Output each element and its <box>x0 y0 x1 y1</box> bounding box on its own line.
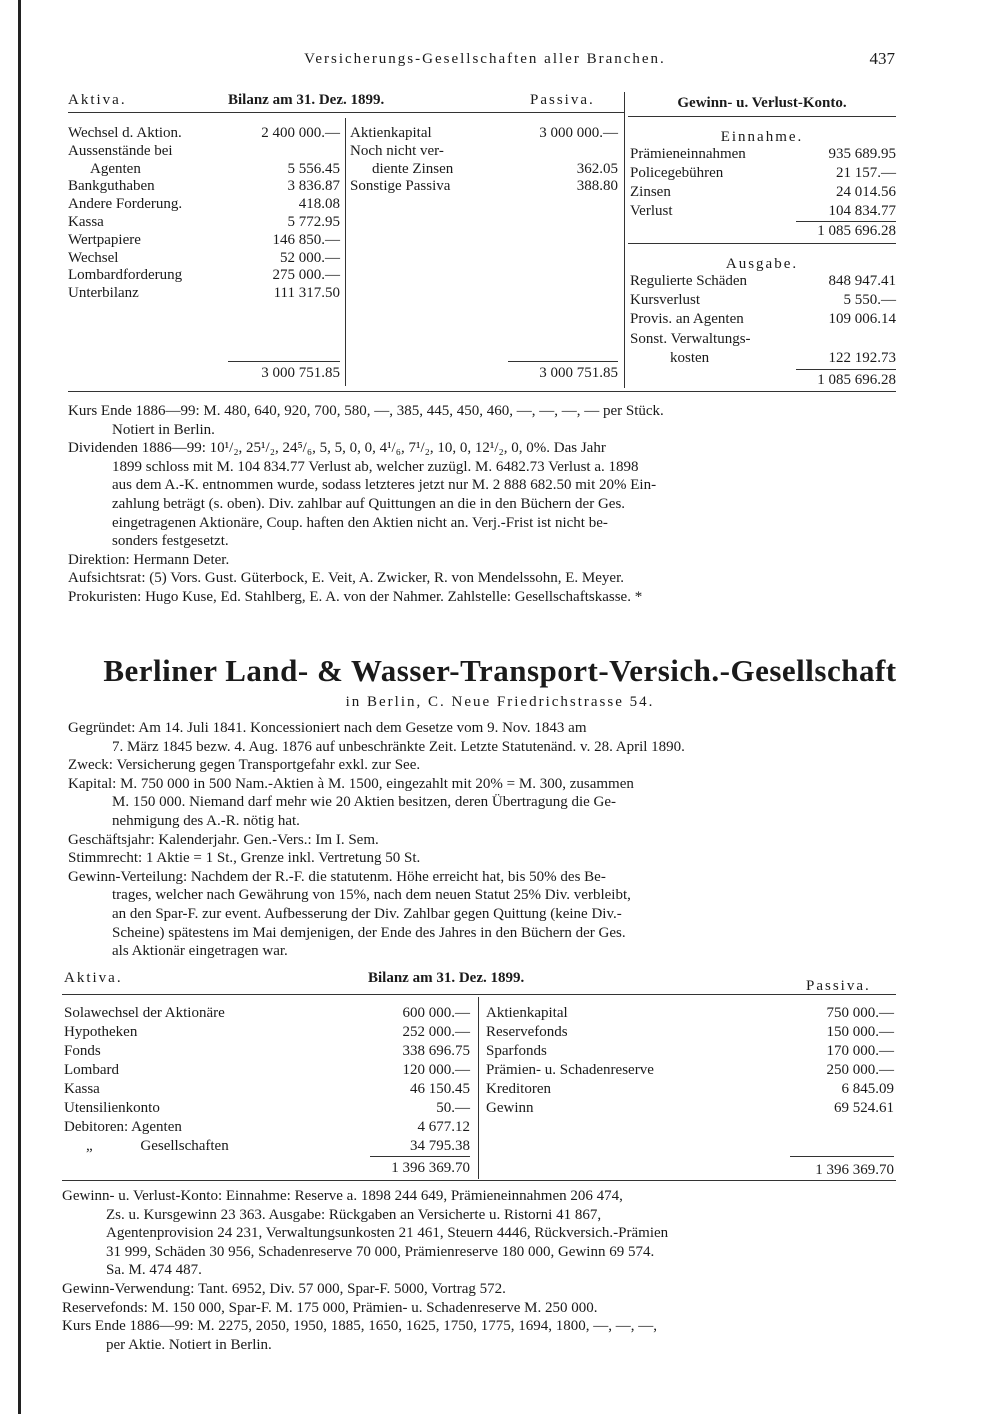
text-line: Gewinn-Verwendung: Tant. 6952, Div. 57 000, Spar-F. 5000, Vortrag 572. <box>62 1280 506 1297</box>
text-line: Agentenprovision 24 231, Verwaltungsunkosten 21 461, Steuern 4446, Rückversich.-Prämien <box>106 1225 669 1242</box>
text-line: an den Spar-F. zur event. Aufbesserung der Div. Zahlbar gegen Quittung (keine Div.- <box>112 905 622 922</box>
row-label: Utensilienkonto <box>64 1100 160 1116</box>
row-label: Wechsel d. Aktion. <box>68 125 182 141</box>
row-label: Aktienkapital <box>350 125 432 141</box>
c1-ausgabe-total: 1 085 696.28 <box>817 372 896 388</box>
row-label: Lombardforderung <box>68 267 183 284</box>
page-number: 437 <box>869 49 895 68</box>
row-value: 338 696.75 <box>402 1043 470 1059</box>
row-value: 146 850.— <box>272 231 340 248</box>
text-line: Gegründet: Am 14. Juli 1841. Koncessioniert nach dem Gesetze vom 9. Nov. 1843 am <box>68 720 587 736</box>
text-line: zahlung beträgt (s. oben). Div. zahlbar auf Quittungen an die in den Büchern der Ges. <box>112 495 626 512</box>
row-label: Wertpapiere <box>68 231 141 248</box>
row-label: Regulierte Schäden <box>630 273 748 289</box>
c2-passiva-total: 1 396 369.70 <box>815 1162 894 1178</box>
row-label: Gewinn <box>486 1100 534 1116</box>
row-label: Bankguthaben <box>68 178 155 195</box>
c2-footer <box>62 1187 896 1354</box>
text-line: nehmigung des A.-R. nötig hat. <box>112 812 300 829</box>
text-line: als Aktionär eingetragen war. <box>112 943 288 960</box>
row-label: Lombard <box>64 1062 119 1078</box>
c2-balance-rule-bottom <box>62 1180 896 1181</box>
row-value: 3 836.87 <box>287 178 340 195</box>
text-line: Reservefonds: M. 150 000, Spar-F. M. 175 000, Prämien- u. Schadenreserve M. 250 000. <box>62 1299 598 1316</box>
text-line: 1899 schloss mit M. 104 834.77 Verlust ab, welcher zuzügl. M. 6482.73 Verlust a. 1898 <box>112 458 639 475</box>
c1-einnahme-label: Einnahme. <box>720 129 804 145</box>
text-line: sonders festgesetzt. <box>112 533 229 550</box>
text-line: eingetragenen Aktionäre, Coup. haften den Aktien nicht an. Verj.-Frist ist nicht be- <box>112 514 608 531</box>
c1-notes <box>68 402 896 607</box>
text-line: M. 150 000. Niemand darf mehr wie 20 Aktien besitzen, deren Übertragung die Ge- <box>112 794 617 811</box>
row-value: 150 000.— <box>826 1024 894 1040</box>
row-value: 848 947.41 <box>828 273 896 289</box>
text-line: Notiert in Berlin. <box>112 421 215 438</box>
row-label: Prämien- u. Schadenreserve <box>486 1062 654 1078</box>
text-line: Aufsichtsrat: (5) Vors. Gust. Güterbock, E. Veit, A. Zwicker, R. von Mendelssohn, E. Meyer. <box>68 570 624 587</box>
c2-passiva-label: Passiva. <box>806 978 871 994</box>
text-line: Stimmrecht: 1 Aktie = 1 St., Grenze inkl. Vertretung 50 St. <box>68 850 421 867</box>
text-line: Zweck: Versicherung gegen Transportgefahr exkl. zur See. <box>68 757 421 774</box>
row-label: Fonds <box>64 1043 101 1059</box>
row-label: Noch nicht ver- <box>350 142 444 159</box>
text-line: Prokuristen: Hugo Kuse, Ed. Stahlberg, E. A. von der Nahmer. Zahlstelle: Gesellschaftskasse. * <box>68 588 643 605</box>
text-line: aus dem A.-K. entnommen wurde, sodass letzteres jetzt nur M. 2 888 682.50 mit 20% Ein- <box>112 477 657 494</box>
c2-aktiva-label: Aktiva. <box>64 970 123 986</box>
c1-passiva-total-rule <box>508 361 618 362</box>
row-value: 5 556.45 <box>287 160 340 177</box>
row-label: diente Zinsen <box>372 160 454 177</box>
c1-aktiva-total: 3 000 751.85 <box>261 365 340 381</box>
row-value: 5 772.95 <box>287 214 340 230</box>
row-value: 6 845.09 <box>841 1081 894 1097</box>
c1-ausgabe-label: Ausgabe. <box>725 256 799 272</box>
row-value: 5 550.— <box>843 292 896 309</box>
row-label: Solawechsel der Aktionäre <box>64 1005 225 1021</box>
row-label: Kursverlust <box>630 292 700 309</box>
row-value: 170 000.— <box>826 1043 894 1059</box>
row-value: 2 400 000.— <box>261 125 340 141</box>
row-label: Unterbilanz <box>68 285 139 302</box>
text-line: Scheine) spätestens im Mai demjenigen, der Ende des Jahres in den Büchern der Ges. <box>112 924 626 941</box>
c1-passiva-label: Passiva. <box>530 92 595 108</box>
row-label: Aussenstände bei <box>68 142 173 159</box>
text-line: Zs. u. Kursgewinn 23 363. Ausgabe: Rückgaben an Versicherte u. Ristorni 41 867, <box>106 1206 602 1223</box>
text-line: Dividenden 1886—99: 10¹/₂, 25¹/₂, 24⁵/₆, 5, 5, 0, 0, 4¹/₆, 7¹/₂, 10, 0, 12¹/₂, 0, 0%. Das Jahr <box>68 440 606 457</box>
text-line: Gewinn- u. Verlust-Konto: Einnahme: Reserve a. 1898 244 649, Prämieneinnahmen 206 474, <box>62 1188 623 1204</box>
row-value: 104 834.77 <box>828 203 896 219</box>
c1-gv-mid-rule <box>628 243 896 244</box>
text-line: 7. März 1845 bezw. 4. Aug. 1876 auf unbeschränkte Zeit. Letzte Statutenänd. v. 28. April 1890. <box>112 738 685 755</box>
row-value: 120 000.— <box>402 1062 470 1078</box>
row-label: Wechsel <box>68 249 119 266</box>
running-title: Versicherungs-Gesellschaften aller Branchen. <box>304 51 666 67</box>
c2-company-title: Berliner Land- & Wasser-Transport-Versich.-Gesellschaft <box>103 653 897 688</box>
row-value: 109 006.14 <box>828 311 896 328</box>
c2-address: in Berlin, C. Neue Friedrichstrasse 54. <box>345 694 655 710</box>
row-label: Sparfonds <box>486 1043 547 1059</box>
c1-balance-rule-top <box>68 112 624 113</box>
row-label: Agenten <box>90 160 141 177</box>
row-value: 418.08 <box>298 196 340 213</box>
row-value: 362.05 <box>576 160 618 177</box>
text-line: Kurs Ende 1886—99: M. 2275, 2050, 1950, 1885, 1650, 1625, 1750, 1775, 1694, 1800, —, —, —, <box>62 1318 657 1335</box>
text-line: Geschäftsjahr: Kalenderjahr. Gen.-Vers.: Im I. Sem. <box>68 831 379 848</box>
c1-gv-rule-top <box>628 116 896 117</box>
row-label: kosten <box>670 349 710 366</box>
text-line: Kurs Ende 1886—99: M. 480, 640, 920, 700, 580, —, 385, 445, 450, 460, —, —, —, — per Stück. <box>68 403 664 419</box>
row-label: Verlust <box>630 203 673 219</box>
row-value: 275 000.— <box>272 267 340 284</box>
c1-aktiva-total-rule <box>228 361 340 362</box>
row-value: 46 150.45 <box>410 1081 470 1097</box>
c1-balance-divider <box>345 118 346 386</box>
c2-aktiva-total-rule <box>370 1156 470 1157</box>
row-label: „ Gesellschaften <box>86 1138 229 1154</box>
row-value: 750 000.— <box>826 1005 894 1021</box>
row-label: Kassa <box>64 1081 100 1097</box>
c1-gv-title: Gewinn- u. Verlust-Konto. <box>677 95 847 111</box>
row-value: 600 000.— <box>402 1005 470 1021</box>
row-value: 250 000.— <box>826 1062 894 1078</box>
row-label: Sonst. Verwaltungs- <box>630 330 751 347</box>
row-value: 24 014.56 <box>836 184 896 200</box>
c1-aktiva-label: Aktiva. <box>68 92 127 108</box>
row-value: 122 192.73 <box>828 349 896 366</box>
text-line: Direktion: Hermann Deter. <box>68 551 230 568</box>
row-value: 50.— <box>436 1100 470 1116</box>
c1-einnahme-total: 1 085 696.28 <box>817 223 896 239</box>
c2-balance-rule-top <box>62 994 896 995</box>
text-line: per Aktie. Notiert in Berlin. <box>106 1336 272 1353</box>
row-value: 252 000.— <box>402 1024 470 1040</box>
row-label: Reservefonds <box>486 1024 568 1040</box>
c2-info <box>68 719 896 961</box>
row-value: 4 677.12 <box>417 1119 470 1135</box>
c1-table-bottom-rule <box>68 391 896 392</box>
row-value: 52 000.— <box>280 249 340 266</box>
row-label: Prämieneinnahmen <box>630 146 746 162</box>
c2-balance-divider <box>478 997 479 1179</box>
c1-gv-divider <box>624 92 625 388</box>
c2-passiva-total-rule <box>790 1156 894 1157</box>
text-line: Kapital: M. 750 000 in 500 Nam.-Aktien à M. 1500, eingezahlt mit 20% = M. 300, zusammen <box>68 775 634 792</box>
text-line: Sa. M. 474 487. <box>106 1262 202 1279</box>
c2-aktiva-total: 1 396 369.70 <box>391 1160 470 1176</box>
row-label: Zinsen <box>630 184 671 200</box>
row-value: 3 000 000.— <box>539 125 618 141</box>
row-label: Sonstige Passiva <box>350 178 451 195</box>
row-value: 69 524.61 <box>834 1100 894 1116</box>
row-value: 34 795.38 <box>410 1138 470 1154</box>
text-line: 31 999, Schäden 30 956, Schadenreserve 70 000, Prämienreserve 180 000, Gewinn 69 574. <box>106 1243 655 1260</box>
text-line: trages, welcher nach Gewährung von 15%, nach dem neuen Statut 25% Div. verbleibt, <box>112 887 631 904</box>
row-label: Hypotheken <box>64 1024 138 1040</box>
c2-balance-title: Bilanz am 31. Dez. 1899. <box>368 970 525 986</box>
row-value: 935 689.95 <box>828 146 896 162</box>
row-label: Kassa <box>68 214 104 230</box>
c1-balance-title: Bilanz am 31. Dez. 1899. <box>228 92 385 108</box>
row-label: Provis. an Agenten <box>630 311 744 328</box>
c1-passiva-total: 3 000 751.85 <box>539 365 618 381</box>
row-label: Policegebühren <box>630 165 724 181</box>
row-value: 111 317.50 <box>273 285 340 302</box>
text-line: Gewinn-Verteilung: Nachdem der R.-F. die statutenm. Höhe erreicht hat, bis 50% des Be- <box>68 868 606 885</box>
row-label: Andere Forderung. <box>68 196 183 213</box>
row-label: Kreditoren <box>486 1081 551 1097</box>
row-value: 21 157.— <box>836 165 896 181</box>
c1-ausgabe-total-rule <box>796 369 896 370</box>
row-label: Aktienkapital <box>486 1005 568 1021</box>
row-value: 388.80 <box>576 178 618 195</box>
row-label: Debitoren: Agenten <box>64 1119 182 1135</box>
margin-line <box>18 0 21 1414</box>
